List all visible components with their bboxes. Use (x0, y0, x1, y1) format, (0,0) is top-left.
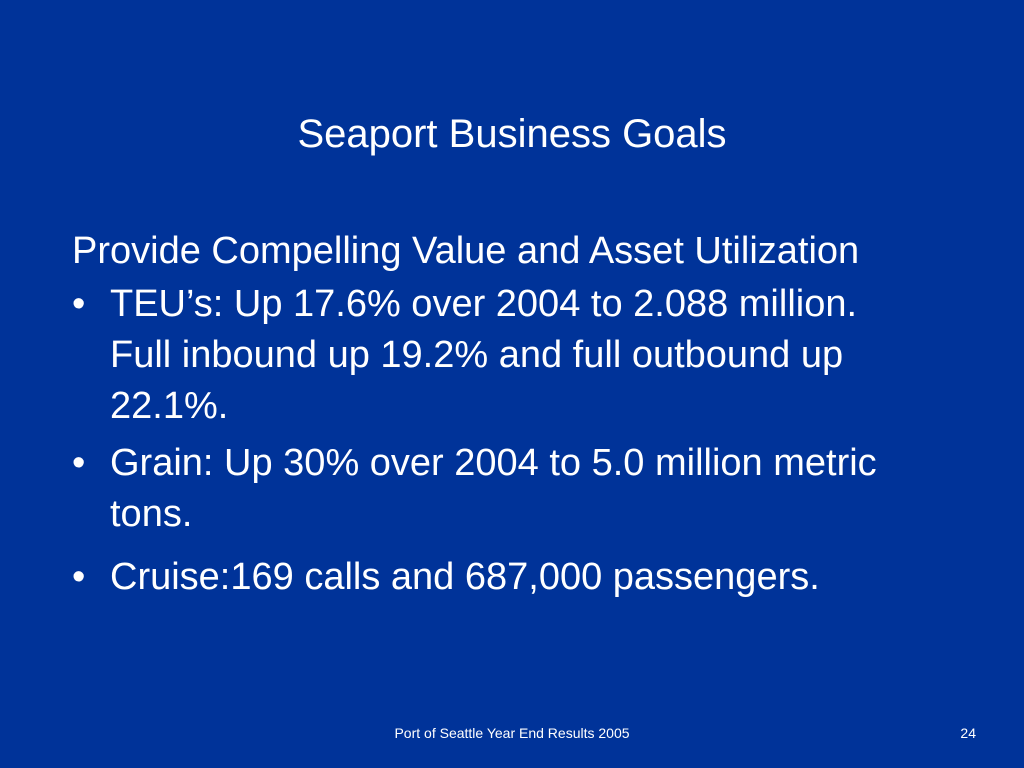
bullet-text: Grain: Up 30% over 2004 to 5.0 million metric tons. (110, 442, 877, 535)
bullet-icon: • (72, 283, 86, 325)
bullet-list (72, 279, 972, 603)
bullet-item (72, 552, 1010, 603)
bullet-text: Cruise:169 calls and 687,000 passengers. (110, 556, 820, 598)
slide-body (72, 226, 972, 609)
footer-text: Port of Seattle Year End Results 2005 (394, 725, 630, 741)
bullet-item (72, 438, 900, 540)
slide-title: Seaport Business Goals (297, 112, 727, 156)
section-heading: Provide Compelling Value and Asset Utilization (72, 230, 860, 272)
bullet-item (72, 279, 900, 432)
page-number: 24 (960, 725, 976, 741)
bullet-icon: • (72, 556, 86, 598)
bullet-text: TEU’s: Up 17.6% over 2004 to 2.088 million. Full inbound up 19.2% and full outbound up 22.1%. (110, 283, 858, 427)
bullet-icon: • (72, 442, 86, 484)
